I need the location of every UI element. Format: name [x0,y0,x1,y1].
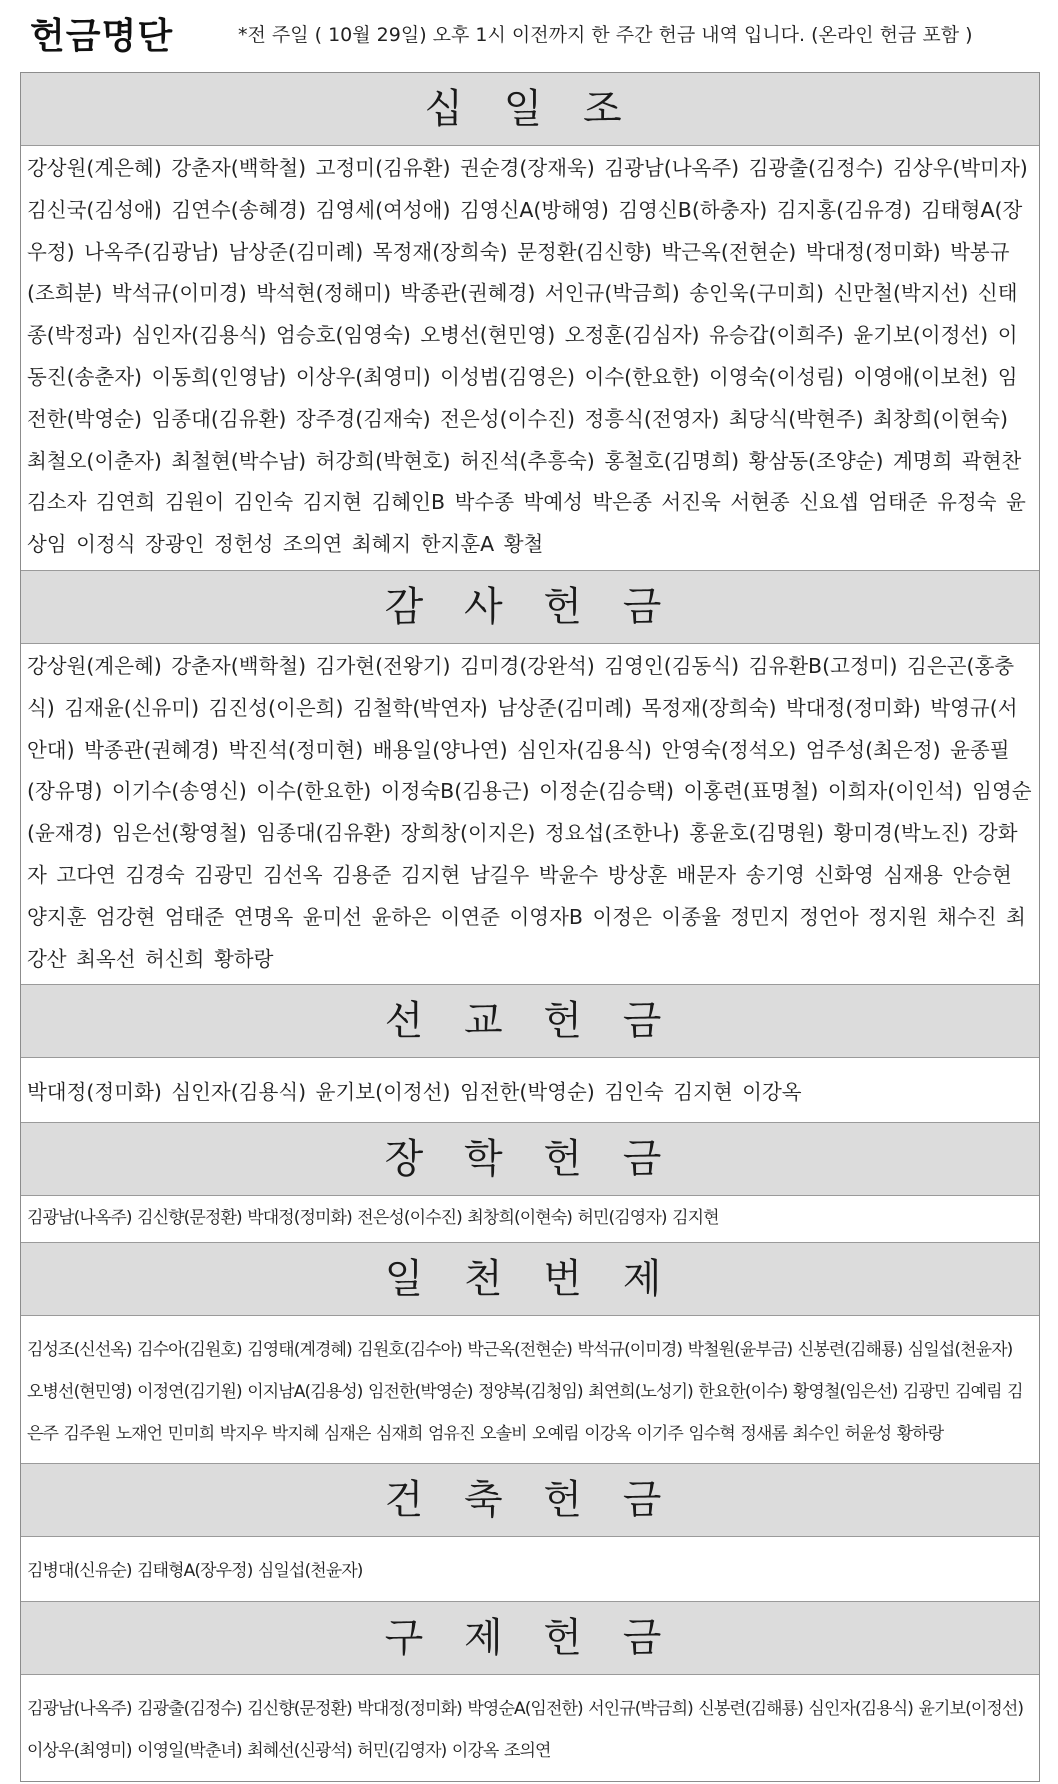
name-list-scholarship: 김광남(나옥주) 김신향(문정환) 박대정(정미화) 전은성(이수진) 최창희(이현숙) 허민(김영자) 김지현 [27,1208,719,1229]
section-body-thanksgiving [21,644,1039,984]
section-title-thousand-offering: 일 천 번 제 [21,1242,1039,1316]
name-list-thanksgiving: 강상원(계은혜) 강춘자(백학철) 김가현(전왕기) 김미경(강완석) 김영인(김동식) 김유환B(고정미) 김은곤(홍충식) 김재윤(신유미) 김진성(이은희) 김철학(박연자) 남상준(김미례) 목정재(장희숙) 박대정(정미화) 박영규(서안대) 박종관(권혜경) 박진석(정미현) 배용일(양나연) 심인자(김용식) 안영숙(정석오) 엄주성(최은정) 윤종필(장유명) 이기수(송영신) 이수(한요한) 이정숙B(김용근) 이정순(김승택) 이홍련(표명철) 이희자(이인석) 임영순(윤재경) 임은선(황영철) 임종대(김유환) 장희창(이지은) 정요섭(조한나) 홍윤호(김명원) 황미경(박노진) 강화자 고다연 김경숙 김광민 김선옥 김용준 김지현 남길우 박윤수 방상훈 배문자 송기영 신화영 심재용 안승현 양지훈 엄강현 엄태준 연명옥 윤미선 윤하은 이연준 이영자B 이정은 이종율 정민지 정언아 정지원 채수진 최강산 최옥선 허신희 황하랑 [27,653,1032,971]
section-title-building: 건 축 헌 금 [21,1463,1039,1537]
page-title: 헌금명단 [30,16,174,57]
section-title-mission: 선 교 헌 금 [21,984,1039,1058]
page-header [0,0,1058,72]
name-list-relief: 김광남(나옥주) 김광출(김정수) 김신향(문정환) 박대정(정미화) 박영순A(임전한) 서인규(박금희) 신봉련(김해룡) 심인자(김용식) 윤기보(이정선) 이상우(최영미) 이영일(박춘녀) 최혜선(신광석) 허민(김영자) 이강옥 조의연 [27,1699,1024,1761]
section-body-building [21,1537,1039,1601]
section-body-relief [21,1675,1039,1781]
section-title-relief: 구 제 헌 금 [21,1601,1039,1675]
name-list-thousand-offering: 김성조(신선옥) 김수아(김원호) 김영태(계경혜) 김원호(김수아) 박근옥(전현순) 박석규(이미경) 박철원(윤부금) 신봉련(김해룡) 심일섭(천윤자) 오병선(현민영) 이정연(김기원) 이지남A(김용성) 임전한(박영순) 정양복(김청임) 최연희(노성기) 한요한(이수) 황영철(임은선) 김광민 김예림 김은주 김주원 노재언 민미희 박지우 박지혜 심재은 심재희 엄유진 오솔비 오예림 이강옥 이기주 임수혁 정새롬 최수인 허윤성 황하랑 [27,1339,1023,1444]
name-list-mission: 박대정(정미화) 심인자(김용식) 윤기보(이정선) 임전한(박영순) 김인숙 김지현 이강옥 [27,1080,802,1105]
section-body-mission [21,1058,1039,1122]
section-body-thousand-offering [21,1316,1039,1463]
section-body-scholarship [21,1196,1039,1242]
section-body-tithe [21,146,1039,570]
offering-board [20,72,1040,1782]
section-title-tithe: 십 일 조 [21,73,1039,146]
name-list-building: 김병대(신유순) 김태형A(장우정) 심일섭(천윤자) [27,1561,363,1582]
page-subtitle-note: *전 주일 ( 10월 29일) 오후 1시 이전까지 한 주간 헌금 내역 입니다. (온라인 헌금 포함 ) [238,24,973,46]
section-title-scholarship: 장 학 헌 금 [21,1122,1039,1196]
name-list-tithe: 강상원(계은혜) 강춘자(백학철) 고정미(김유환) 권순경(장재욱) 김광남(나옥주) 김광출(김정수) 김상우(박미자) 김신국(김성애) 김연수(송혜경) 김영세(여성애) 김영신A(방해영) 김영신B(하충자) 김지홍(김유경) 김태형A(장우정) 나옥주(김광남) 남상준(김미례) 목정재(장희숙) 문정환(김신향) 박근옥(전현순) 박대정(정미화) 박봉규(조희분) 박석규(이미경) 박석현(정해미) 박종관(권혜경) 서인규(박금희) 송인욱(구미희) 신만철(박지선) 신태종(박정과) 심인자(김용식) 엄승호(임영숙) 오병선(현민영) 오정훈(김심자) 유승갑(이희주) 윤기보(이정선) 이동진(송춘자) 이동희(인영남) 이상우(최영미) 이성범(김영은) 이수(한요한) 이영숙(이성림) 이영애(이보천) 임전한(박영순) 임종대(김유환) 장주경(김재숙) 전은성(이수진) 정흥식(전영자) 최당식(박현주) 최창희(이현숙) 최철오(이춘자) 최철현(박수남) 허강희(박현호) 허진석(추흥숙) 홍철호(김명희) 황삼동(조양순) 계명희 곽현찬 김소자 김연희 김원이 김인숙 김지현 김혜인B 박수종 박예성 박은종 서진욱 서현종 신요셉 엄태준 유정숙 윤상임 이정식 장광인 정헌성 조의연 최혜지 한지훈A 황철 [27,156,1028,557]
section-title-thanksgiving: 감 사 헌 금 [21,570,1039,644]
